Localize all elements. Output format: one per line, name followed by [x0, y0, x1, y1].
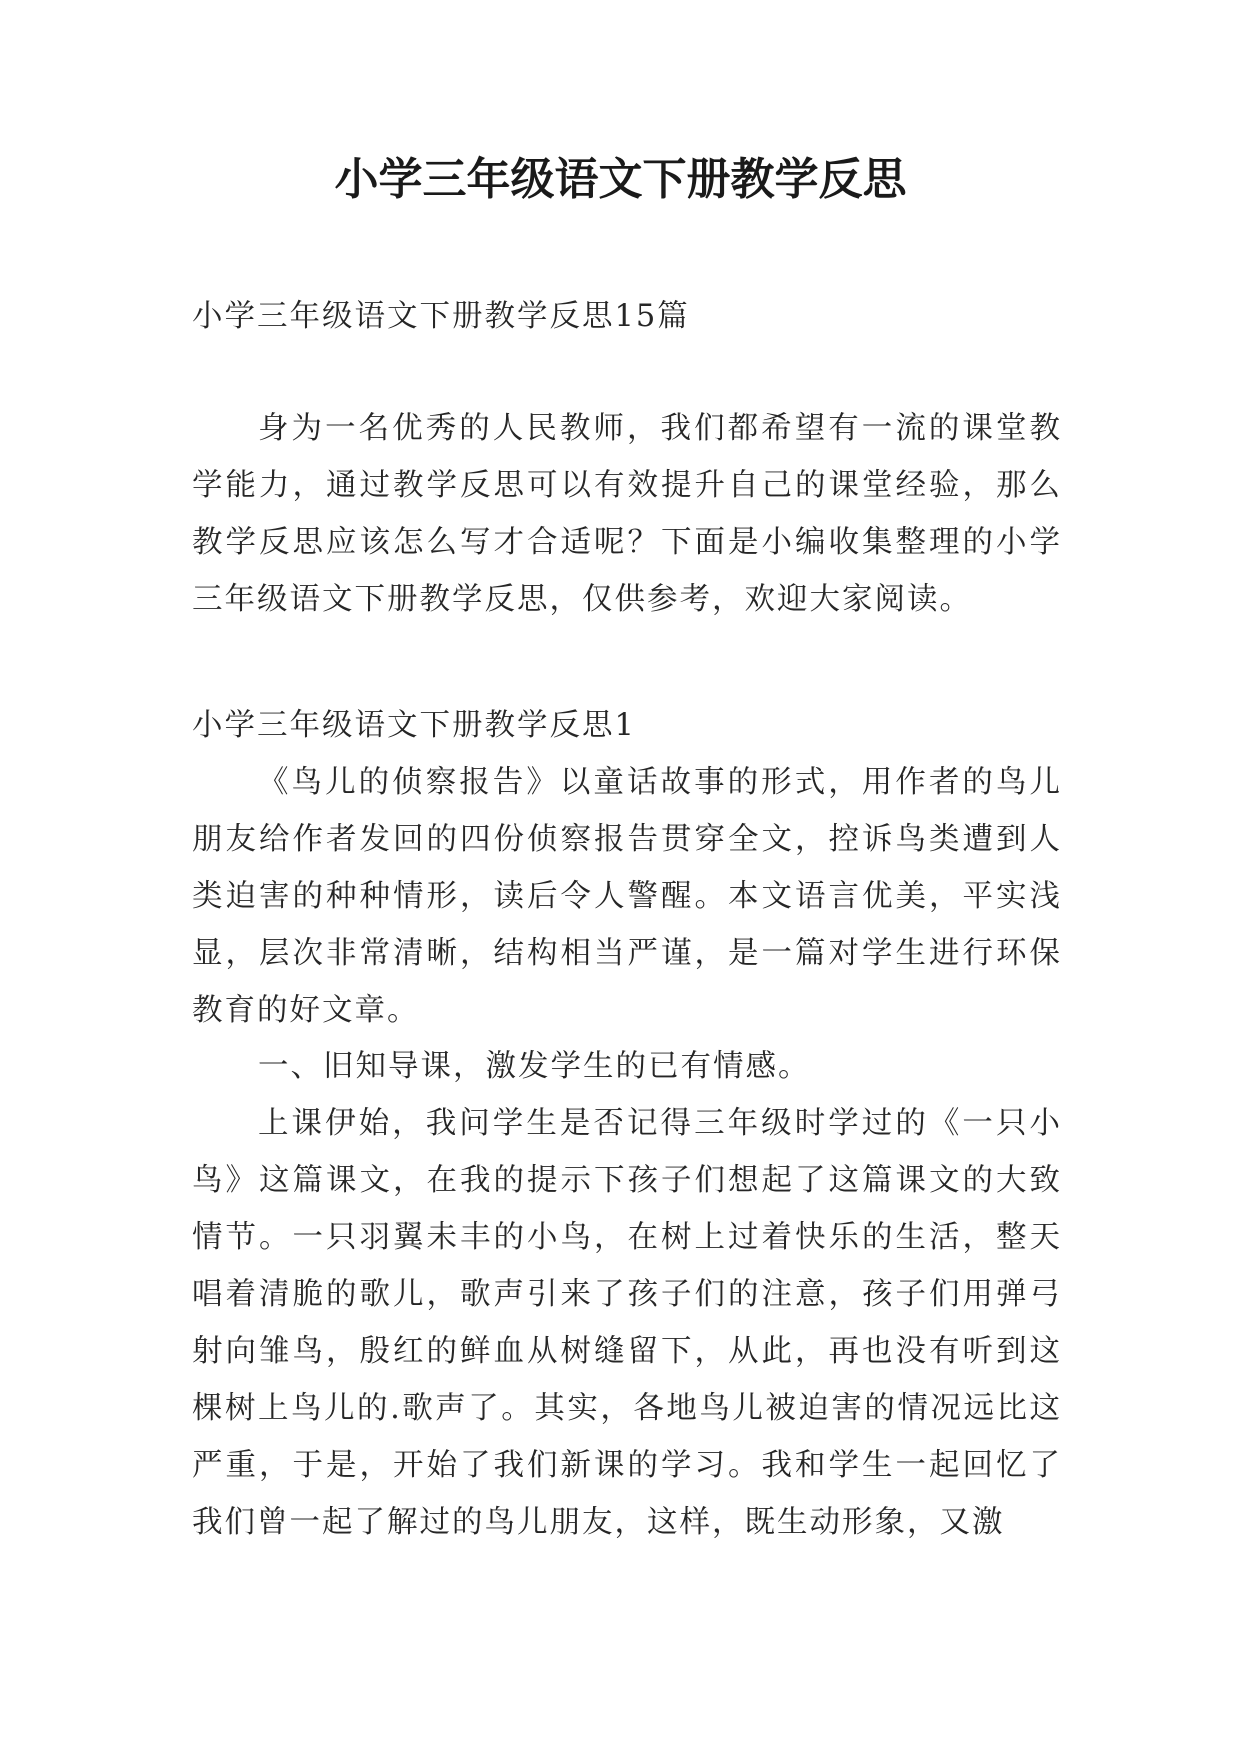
body-paragraph: 上课伊始，我问学生是否记得三年级时学过的《一只小鸟》这篇课文，在我的提示下孩子们想起了这篇课文的大致情节。一只羽翼未丰的小鸟，在树上过着快乐的生活，整天唱着清脆的歌儿，歌声引来了孩子们的注意，孩子们用弹弓射向雏鸟，殷红的鲜血从树缝留下，从此，再也没有听到这棵树上鸟儿的.歌声了。其实，各地鸟儿被迫害的情况远比这严重，于是，开始了我们新课的学习。我和学生一起回忆了我们曾一起了解过的鸟儿朋友，这样，既生动形象，又激	[192, 1106, 1062, 1540]
document-title: 小学三年级语文下册教学反思	[334, 154, 907, 205]
body-paragraph: 《鸟儿的侦察报告》以童话故事的形式，用作者的鸟儿朋友给作者发回的四份侦察报告贯穿全文，控诉鸟类遭到人类迫害的种种情形，读后令人警醒。本文语言优美，平实浅显，层次非常清晰，结构相当严谨，是一篇对学生进行环保教育的好文章。	[192, 765, 1062, 1028]
section-heading: 小学三年级语文下册教学反思1	[192, 708, 636, 743]
document-subtitle: 小学三年级语文下册教学反思15篇	[192, 299, 690, 334]
body-paragraph: 一、旧知导课，激发学生的已有情感。	[258, 1049, 811, 1084]
intro-paragraph: 身为一名优秀的人民教师，我们都希望有一流的课堂教学能力，通过教学反思可以有效提升自己的课堂经验，那么教学反思应该怎么写才合适呢？下面是小编收集整理的小学三年级语文下册教学反思，仅供参考，欢迎大家阅读。	[192, 411, 1062, 617]
